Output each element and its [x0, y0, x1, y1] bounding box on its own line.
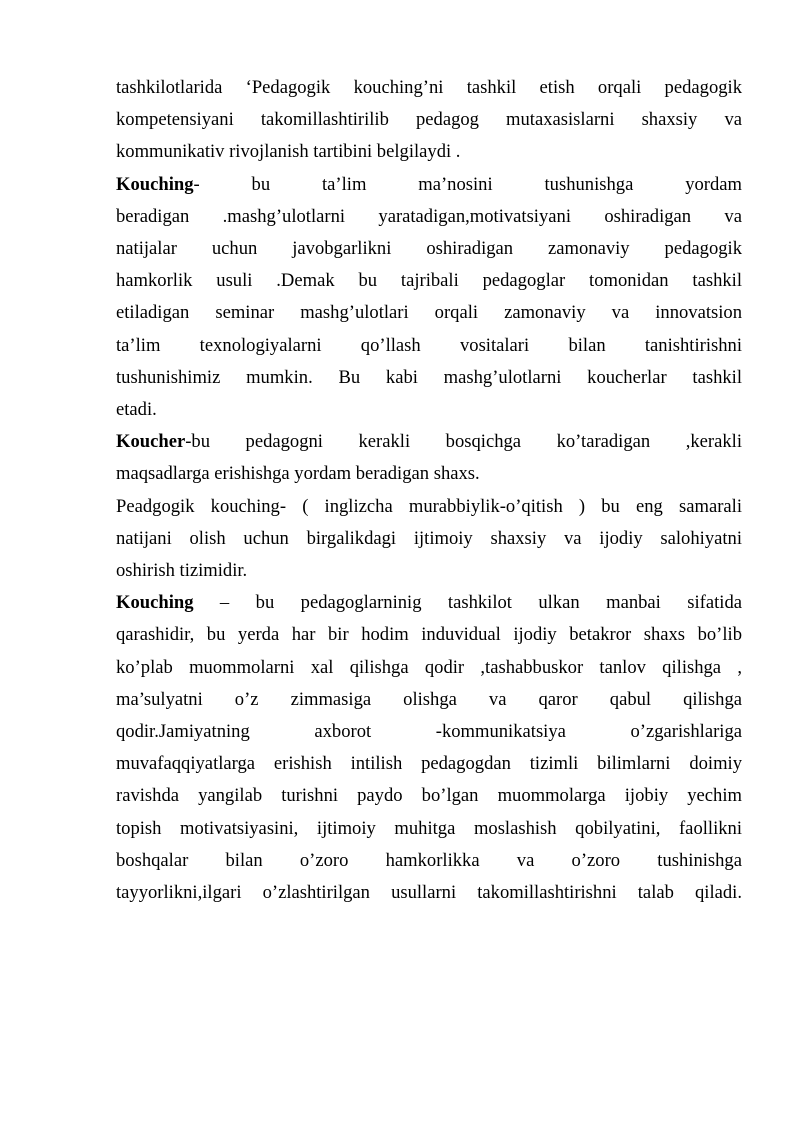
paragraph-intro: [116, 72, 742, 169]
text-line: ko’plab muommolarni xal qilishga qodir ,tashabbuskor tanlov qilishga ,: [116, 656, 742, 678]
text-line: ta’lim texnologiyalarni qo’llash vositalari bilan tanishtirishni: [116, 334, 742, 356]
paragraph-pedagogik-kouching: [116, 491, 742, 588]
text-line: kommunikativ rivojlanish tartibini belgilaydi .: [116, 141, 461, 163]
paragraph-koucher-definition: [116, 426, 742, 490]
text-line: oshirish tizimidir.: [116, 560, 248, 582]
paragraph-kouching-resource: [116, 587, 742, 909]
text-line: kompetensiyani takomillashtirilib pedagog mutaxasislarni shaxsiy va: [116, 109, 742, 131]
text-line: beradigan .mashg’ulotlarni yaratadigan,motivatsiyani oshiradigan va: [116, 205, 742, 227]
text-line: – bu pedagoglarninig tashkilot ulkan manbai sifatida: [193, 592, 742, 614]
text-line: etadi.: [116, 399, 157, 421]
text-line: natijani olish uchun birgalikdagi ijtimoiy shaxsiy va ijodiy salohiyatni: [116, 527, 742, 549]
paragraph-kouching-definition: [116, 169, 742, 427]
text-line: qodir.Jamiyatning axborot -kommunikatsiya o’zgarishlariga: [116, 721, 742, 743]
text-line: tushunishimiz mumkin. Bu kabi mashg’ulotlarni koucherlar tashkil: [116, 366, 742, 388]
text-line: maqsadlarga erishishga yordam beradigan shaxs.: [116, 463, 480, 485]
text-line-with-term: [116, 587, 742, 619]
text-line: Peadgogik kouching- ( inglizcha murabbiylik-o’qitish ) bu eng samarali: [116, 495, 742, 517]
text-line: muvafaqqiyatlarga erishish intilish pedagogdan tizimli bilimlarni doimiy: [116, 753, 742, 775]
text-line: etiladigan seminar mashg’ulotlari orqali zamonaviy va innovatsion: [116, 302, 742, 324]
term-kouching: Kouching: [116, 592, 194, 614]
term-koucher: Koucher: [116, 431, 186, 453]
text-line: ma’sulyatni o’z zimmasiga olishga va qaror qabul qilishga: [116, 688, 742, 710]
term-kouching: Kouching: [116, 173, 194, 195]
text-line: qarashidir, bu yerda har bir hodim induvidual ijodiy betakror shaxs bo’lib: [116, 624, 742, 646]
document-page: [116, 72, 742, 909]
text-line: topish motivatsiyasini, ijtimoiy muhitga moslashish qobilyatini, faollikni: [116, 817, 742, 839]
text-line-with-term: [116, 426, 742, 458]
text-line-with-term: [116, 169, 742, 201]
text-line: hamkorlik usuli .Demak bu tajribali pedagoglar tomonidan tashkil: [116, 270, 742, 292]
text-line: -bu pedagogni kerakli bosqichga ko’taradigan ,kerakli: [185, 431, 742, 453]
text-line: tashkilotlarida ‘Pedagogik kouching’ni tashkil etish orqali pedagogik: [116, 77, 742, 98]
text-line: ravishda yangilab turishni paydo bo’lgan muommolarga ijobiy yechim: [116, 785, 742, 807]
text-line: boshqalar bilan o’zoro hamkorlikka va o’zoro tushinishga: [116, 849, 742, 871]
text-line: - bu ta’lim ma’nosini tushunishga yordam: [193, 173, 742, 195]
text-line: natijalar uchun javobgarlikni oshiradigan zamonaviy pedagogik: [116, 238, 742, 260]
text-line: tayyorlikni,ilgari o’zlashtirilgan usullarni takomillashtirishni talab qiladi.: [116, 882, 742, 904]
